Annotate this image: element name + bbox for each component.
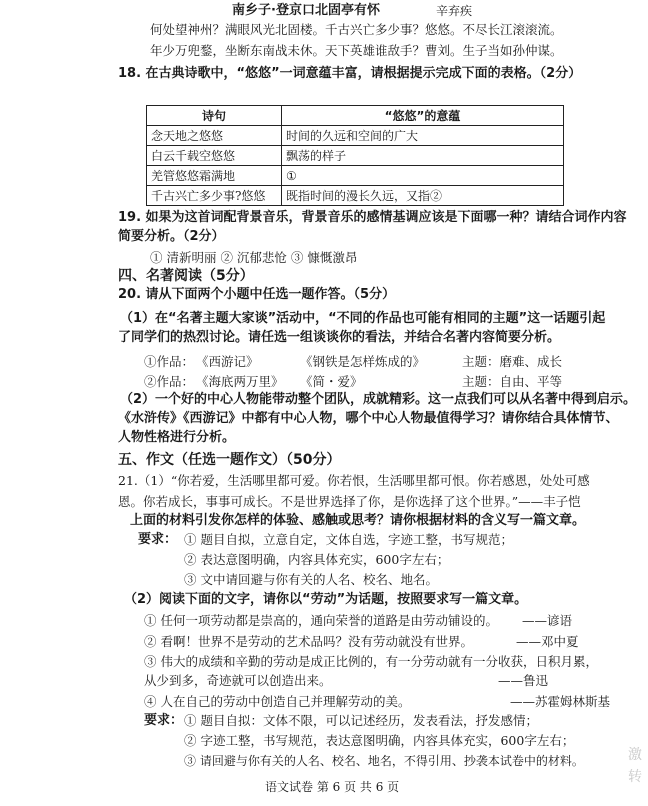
req2-item-1: ① 题目自拟：文体不限，可以记述经历，发表看法，抒发感情； [184, 713, 538, 728]
q19-line-2: 简要分析。（2分） [118, 229, 225, 244]
poem-line-2: 年少万兜鍪，坐断东南战未休。天下英雄谁敌手？曹刘。生子当如孙仲谋。 [150, 43, 563, 58]
q19-line-1: 19. 如果为这首词配背景音乐，背景音乐的感情基调应该是下面哪一种？请结合词作内容 [118, 210, 627, 225]
work-1-label: ①作品： [144, 354, 195, 369]
req1-label: 要求： [138, 532, 178, 547]
q20-1-line-1: （1）在“名著主题大家谈”活动中，“不同的作品也可能有相同的主题”这一话题引起 [120, 311, 606, 326]
q20-2-line-3: 人物性格进行分析。 [118, 430, 236, 445]
req2-label: 要求： [144, 713, 184, 728]
quote-1-text: ① 任何一项劳动都是崇高的，通向荣誉的道路是由劳动铺设的。 [144, 613, 498, 628]
work-2-theme: 主题：自由、平等 [462, 374, 563, 389]
table-cell: ① [282, 166, 564, 186]
table-cell: 既指时间的漫长久远，又指② [282, 186, 564, 206]
quote-4-source: ——苏霍姆林斯基 [510, 694, 611, 709]
work-2-b: 《简・爱》 [300, 374, 363, 389]
q21-2-intro: （2）阅读下面的文字，请你以“劳动”为话题，按照要求写一篇文章。 [124, 592, 528, 607]
table-cell: 羌管悠悠霜满地 [147, 166, 282, 186]
quote-2-text: ② 看啊！世界不是劳动的艺术品吗？没有劳动就没有世界。 [144, 634, 473, 649]
section-5-heading: 五、作文（任选一题作文）（50分） [118, 452, 341, 468]
q21-line-3: 上面的材料引发你怎样的体验、感触或思考？请你根据材料的含义写一篇文章。 [130, 513, 586, 528]
req2-item-3: ③ 请回避与你有关的人名、校名、地名，不得引用、抄袭本试卷中的材料。 [184, 754, 584, 768]
work-1-b: 《钢铁是怎样炼成的》 [300, 354, 426, 369]
req1-item-2: ② 表达意图明确，内容具体充实，600字左右； [184, 552, 450, 567]
table-row [147, 186, 564, 206]
work-2-a: 《海底两万里》 [196, 374, 284, 389]
q20-prompt: 20. 请从下面两个小题中任选一题作答。（5分） [118, 287, 396, 302]
table-row [147, 126, 564, 146]
page-footer: 语文试卷 第 6 页 共 6 页 [265, 780, 400, 794]
table-cell: 千古兴亡多少事?悠悠 [147, 186, 282, 206]
table-row [147, 146, 564, 166]
q20-1-line-2: 了同学们的热烈讨论。请任选一组谈谈你的看法，并结合名著内容简要分析。 [118, 330, 561, 345]
table-cell: 时间的久远和空间的广大 [282, 126, 564, 146]
section-4-heading: 四、名著阅读（5分） [118, 268, 254, 284]
quote-4-text: ④ 人在自己的劳动中创造自己并理解劳动的美。 [144, 694, 411, 709]
quote-1-source: ——谚语 [522, 613, 573, 628]
watermark-char: 激 [628, 747, 642, 763]
q21-line-2: 恩。你若成长，事事可成长。不是世界选择了你，是你选择了这个世界。”——丰子恺 [118, 494, 581, 509]
req1-item-3: ③ 文中请回避与你有关的人名、校名、地名。 [184, 572, 438, 587]
poem-title: 南乡子·登京口北固亭有怀 [232, 3, 380, 18]
q20-2-line-1: （2）一个好的中心人物能带动整个团队，成就精彩。这一点我们可以从名著中得到启示。 [120, 392, 637, 407]
table-cell: 飘荡的样子 [282, 146, 564, 166]
table-header-cell: 诗句 [147, 106, 282, 126]
work-1-theme: 主题：磨难、成长 [462, 354, 563, 369]
quote-3-source: ——鲁迅 [498, 673, 549, 688]
watermark-char: 转 [628, 769, 642, 785]
table-row [147, 166, 564, 186]
table-header-cell: “悠悠”的意蕴 [282, 106, 564, 126]
q21-line-1: 21.（1）“你若爱，生活哪里都可爱。你若恨，生活哪里都可恨。你若感恩，处处可感 [118, 473, 590, 488]
quote-2-source: ——邓中夏 [516, 634, 579, 649]
q18-prompt: 18. 在古典诗歌中，“悠悠”一词意蕴丰富，请根据提示完成下面的表格。（2分） [118, 66, 582, 81]
poem-author: 辛弃疾 [436, 4, 473, 18]
yoyou-table [146, 105, 564, 206]
work-1-a: 《西游记》 [196, 354, 259, 369]
table-cell: 念天地之悠悠 [147, 126, 282, 146]
quote-3-line-2: 从少到多，奇迹就可以创造出来。 [144, 673, 332, 688]
q19-options: ① 清新明丽 ② 沉郁悲怆 ③ 慷慨激昂 [150, 250, 358, 265]
work-2-label: ②作品： [144, 374, 195, 389]
table-header-row [147, 106, 564, 126]
q20-2-line-2: 《水浒传》《西游记》中都有中心人物，哪个中心人物最值得学习？请你结合具体情节、 [118, 411, 619, 426]
table-cell: 白云千载空悠悠 [147, 146, 282, 166]
poem-line-1: 何处望神州？满眼风光北固楼。千古兴亡多少事？悠悠。不尽长江滚滚流。 [150, 22, 563, 37]
quote-3-line-1: ③ 伟大的成绩和辛勤的劳动是成正比例的，有一分劳动就有一分收获，日积月累， [144, 654, 598, 669]
req1-item-1: ① 题目自拟，立意自定，文体自选，字迹工整，书写规范； [184, 532, 513, 547]
req2-item-2: ② 字迹工整，书写规范，表达意图明确，内容具体充实，600字左右； [184, 733, 575, 748]
